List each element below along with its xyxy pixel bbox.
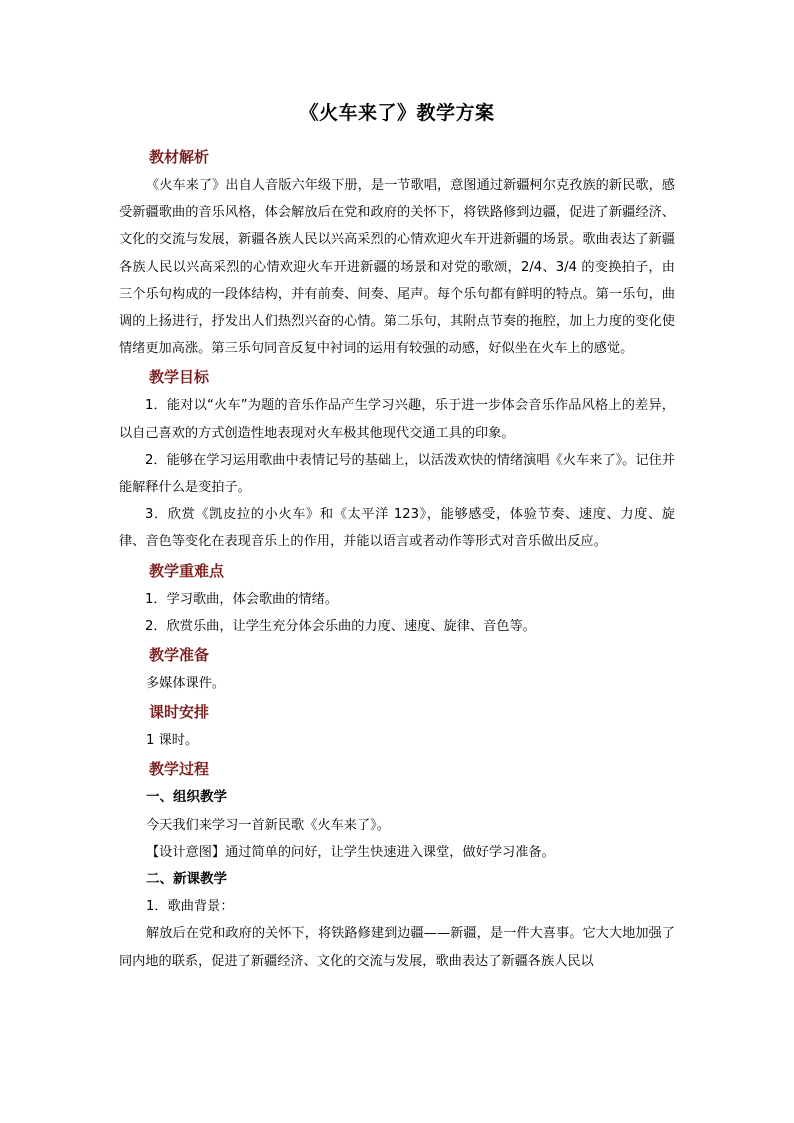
step2-text: 解放后在党和政府的关怀下，将铁路修建到边疆——新疆，是一件大喜事。它大大地加强了同内地的联系，促进了新疆经济、文化的交流与发展，歌曲表达了新疆各族人民以 xyxy=(119,926,675,969)
analysis-paragraph: 《火车来了》出自人音版六年级下册，是一节歌唱，意图通过新疆柯尔克孜族的新民歌，感受新疆歌曲的音乐风格，体会解放后在党和政府的关怀下，将铁路修到边疆，促进了新疆经济、文化的交流与发展，新疆各族人民以兴高采烈的心情欢迎火车开进新疆的场景。歌曲表达了新疆各族人民以兴高采烈的心情欢迎火车开进新疆的场景和对党的歌颂，2/4、3/4 的变换拍子，由三个乐句构成的一段体结构，并有前奏、间奏、尾声。每个乐句都有鲜明的特点。第一乐句，曲调的上扬进行，抒发出人们热烈兴奋的心情。第二乐句，其附点节奏的拖腔，加上力度的变化使情绪更加高涨。第三乐句同音反复中衬词的运用有较强的动感，好似坐在火车上的感觉。 xyxy=(119,178,675,357)
step2-subheading: 1．歌曲背景： xyxy=(146,899,234,915)
step2-heading: 二、新课教学 xyxy=(146,871,227,888)
step1-text: 今天我们来学习一首新民歌《火车来了》。 xyxy=(146,817,390,833)
goal-item-2: 2．能够在学习运用歌曲中表情记号的基础上，以活泼欢快的情绪演唱《火车来了》。记住并能解释什么是变拍子。 xyxy=(119,452,675,496)
document-body xyxy=(119,142,675,975)
schedule-text: 1 课时。 xyxy=(146,733,199,749)
heading-preparation: 教学准备 xyxy=(149,646,210,665)
heading-schedule: 课时安排 xyxy=(149,703,210,722)
heading-key-points: 教学重难点 xyxy=(149,561,225,580)
goal-item-1: 1．能对以“火车”为题的音乐作品产生学习兴趣，乐于进一步体会音乐作品风格上的差异，以自己喜欢的方式创造性地表现对火车极其他现代交通工具的印象。 xyxy=(119,398,675,441)
key-point-item-1: 1．学习歌曲，体会歌曲的情绪。 xyxy=(145,591,339,607)
preparation-text: 多媒体课件。 xyxy=(146,676,226,692)
step1-design-note: 【设计意图】通过简单的问好，让学生快速进入课堂，做好学习准备。 xyxy=(146,844,555,860)
heading-analysis: 教材解析 xyxy=(149,148,210,166)
heading-process: 教学过程 xyxy=(149,760,210,779)
key-point-item-2: 2．欣赏乐曲，让学生充分体会乐曲的力度、速度、旋律、音色等。 xyxy=(145,618,536,634)
document-title: 《火车来了》教学方案 xyxy=(299,102,495,124)
heading-goals: 教学目标 xyxy=(149,368,210,387)
goal-item-3: 3．欣赏《凯皮拉的小火车》和《太平洋 123》，能够感受，体验节奏、速度、力度、旋律、音色等变化在表现音乐上的作用，并能以语言或者动作等形式对音乐做出反应。 xyxy=(119,507,675,550)
step1-heading: 一、组织教学 xyxy=(146,789,227,806)
